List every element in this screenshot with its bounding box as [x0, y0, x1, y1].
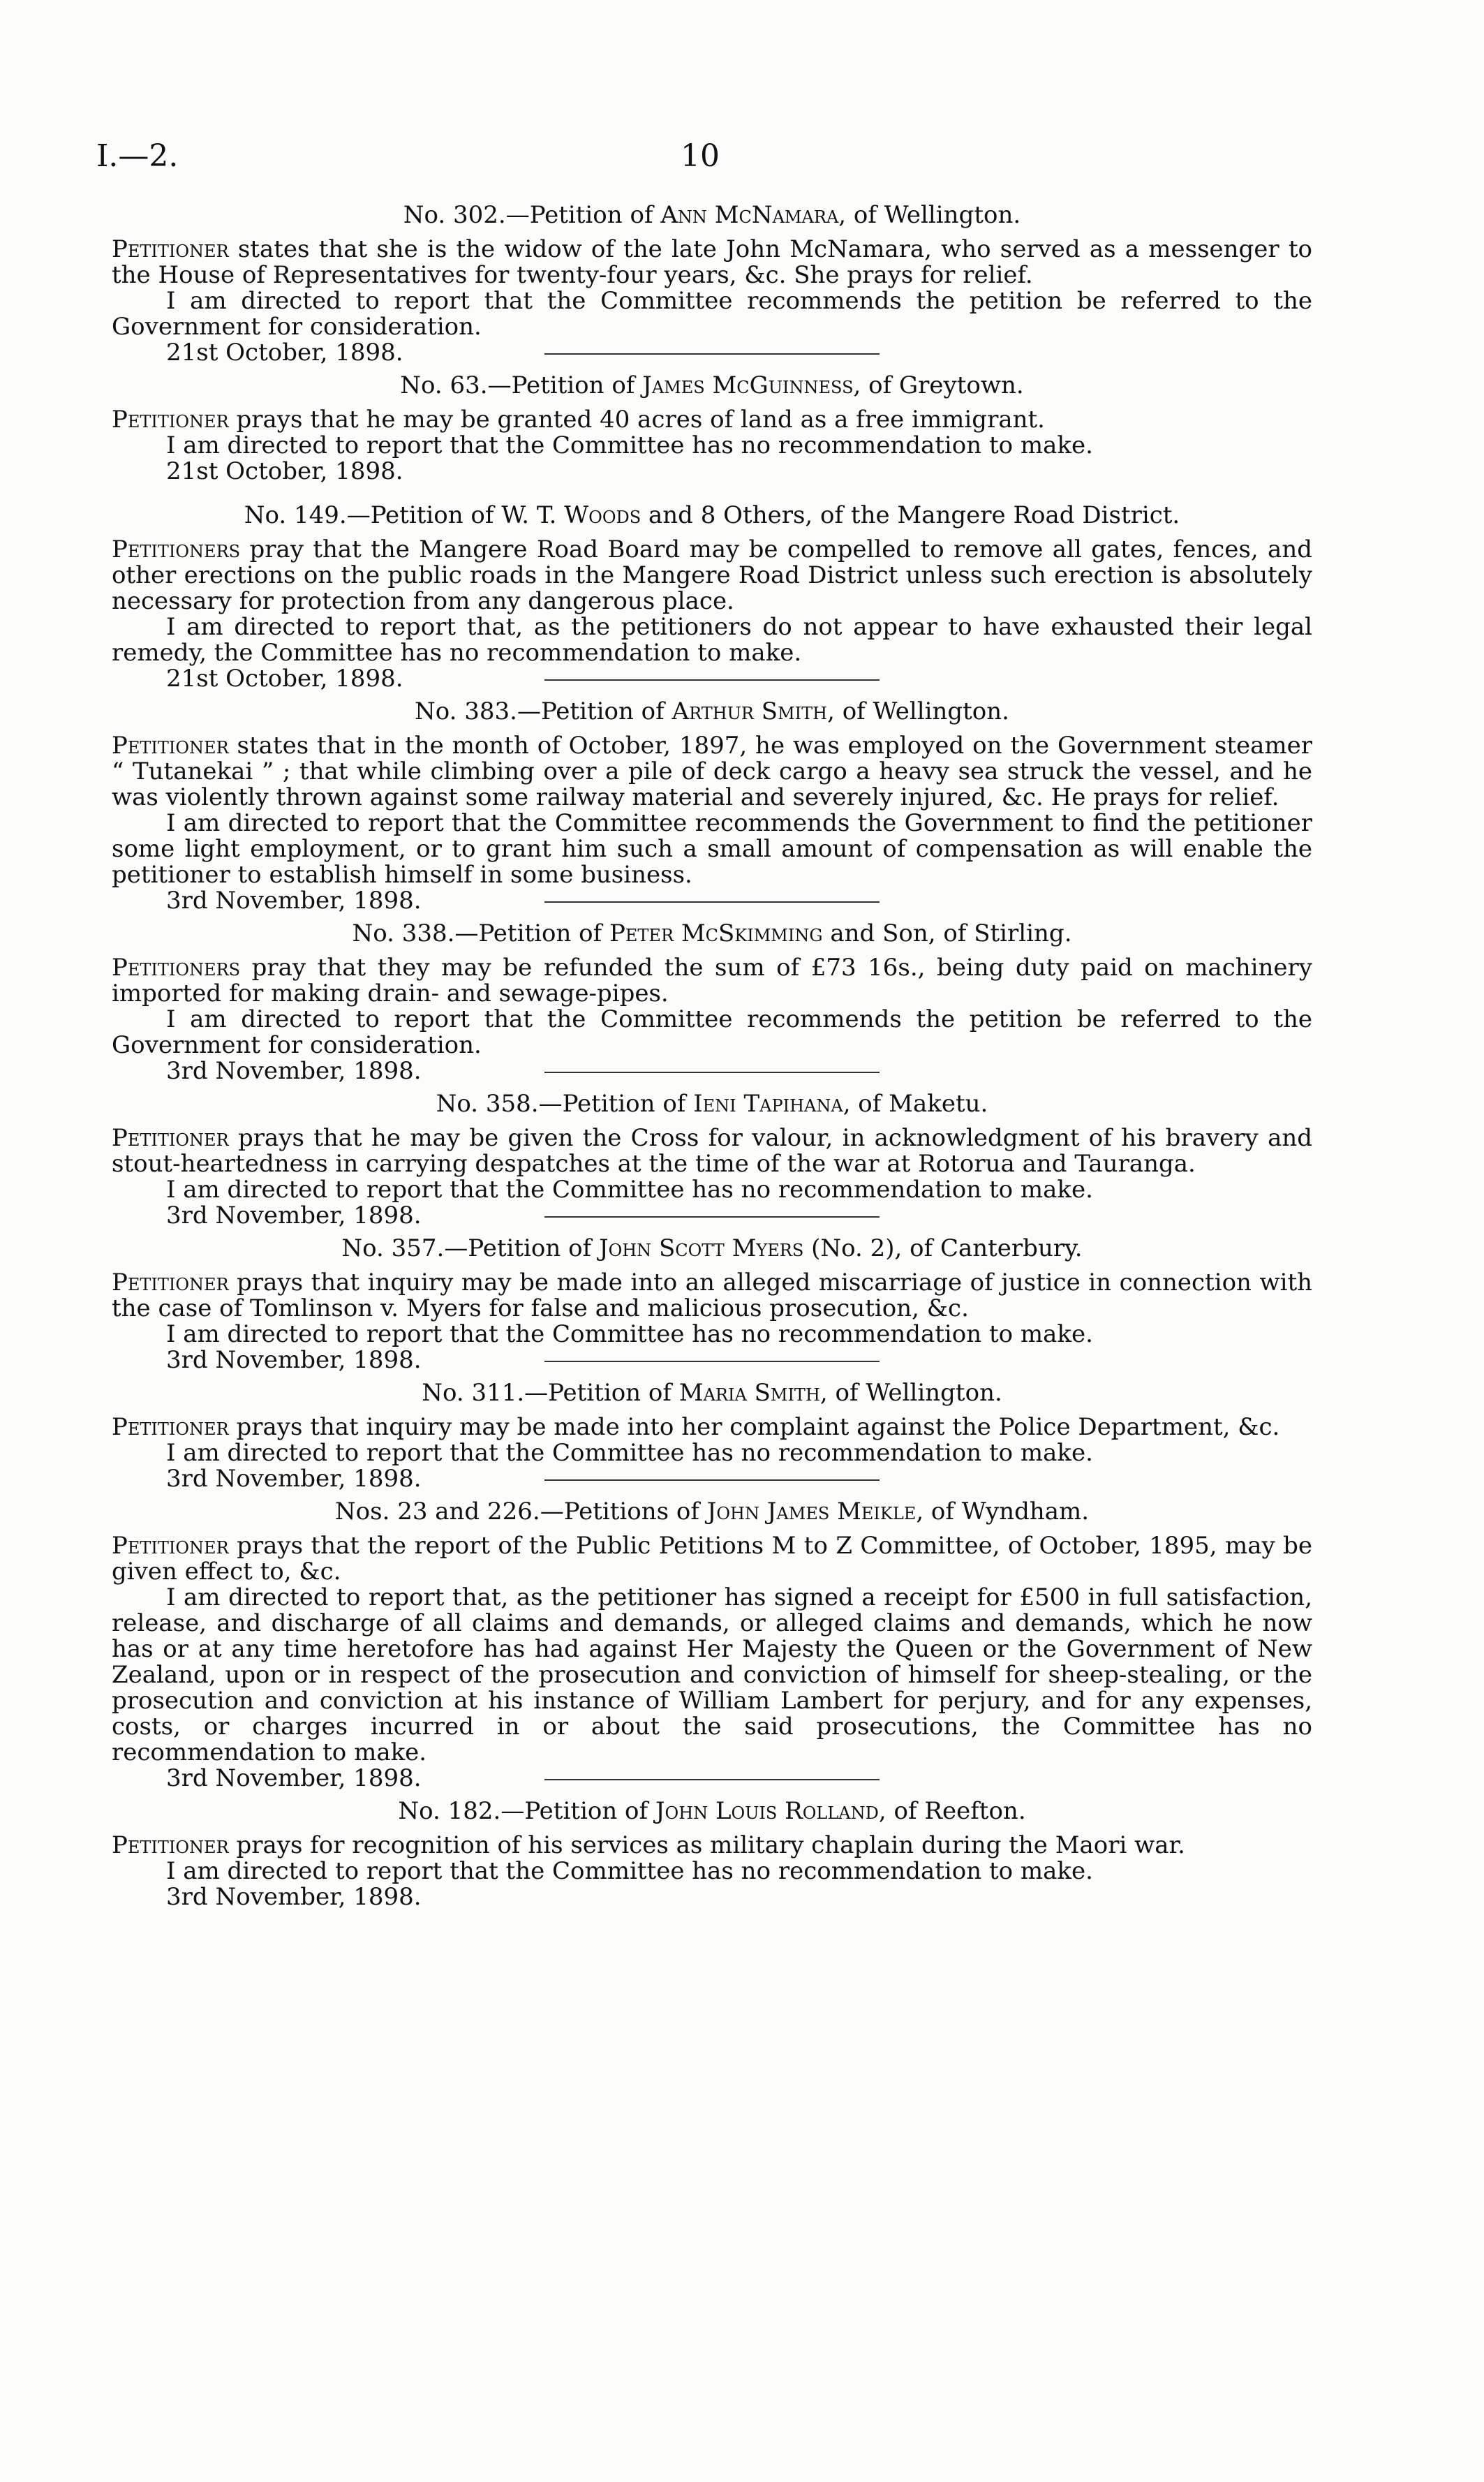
- petition-title: No. 149.—Petition of W. T. Woods and 8 Others, of the Mangere Road District.: [244, 501, 1180, 529]
- petition-entry: [112, 1498, 1312, 1792]
- petition-text: Petitioner prays that inquiry may be made into an alleged miscarriage of justice in connection with the case of Tomlinson v. Myers for false and malicious prosecution, &c.: [112, 1269, 1312, 1322]
- petition-text: Petitioner prays that he may be granted 40 acres of land as a free immigrant.: [112, 406, 1045, 434]
- separator-rule: [544, 353, 880, 355]
- petition-entry: [112, 201, 1312, 367]
- report-date: 3rd November, 1898.: [166, 1346, 422, 1374]
- petition-title: No. 311.—Petition of Maria Smith, of Wellington.: [422, 1379, 1002, 1407]
- committee-report: I am directed to report that the Committee has no recommendation to make.: [166, 1176, 1093, 1204]
- separator-rule: [544, 901, 880, 903]
- committee-report: I am directed to report that the Committee has no recommendation to make.: [166, 1439, 1093, 1467]
- paper-reference: I.—2.: [96, 138, 179, 174]
- petition-entry: [112, 1234, 1312, 1374]
- report-date: 3rd November, 1898.: [166, 1057, 422, 1085]
- separator-rule: [544, 1779, 880, 1780]
- petition-text: Petitioners pray that the Mangere Road Board may be compelled to remove all gates, fences, and other erections on the public roads in the Mangere Road District unless such erection is absolutely necessary for protection from any dangerous place.: [112, 535, 1312, 615]
- separator-rule: [544, 1216, 880, 1218]
- petition-title: No. 63.—Petition of James McGuinness, of Greytown.: [400, 371, 1024, 399]
- petition-text: Petitioner states that in the month of October, 1897, he was employed on the Government steamer “ Tutanekai ” ; that while climbing over a pile of deck cargo a heavy sea struck the vessel, and he was violently thrown against some railway material and severely injured, &c. He prays for relief.: [112, 732, 1312, 811]
- committee-report: I am directed to report that the Committee recommends the Government to find the petitioner some light employment, or to grant him such a small amount of compensation as will enable the petitioner to establish himself in some business.: [112, 809, 1312, 889]
- committee-report: I am directed to report that the Committee recommends the petition be referred to the Government for consideration.: [112, 287, 1312, 341]
- separator-rule: [544, 679, 880, 681]
- petition-title: No. 182.—Petition of John Louis Rolland, of Reefton.: [398, 1797, 1026, 1825]
- petition-text: Petitioner prays that he may be given the Cross for valour, in acknowledgment of his bravery and stout-heartedness in carrying despatches at the time of the war at Rotorua and Tauranga.: [112, 1124, 1312, 1178]
- petition-title: Nos. 23 and 226.—Petitions of John James Meikle, of Wyndham.: [334, 1498, 1090, 1526]
- petition-entry: [112, 1379, 1312, 1493]
- page-number: 10: [681, 138, 720, 174]
- petition-title: No. 383.—Petition of Arthur Smith, of Wellington.: [415, 697, 1009, 725]
- report-date: 3rd November, 1898.: [166, 1465, 422, 1493]
- petition-text: Petitioners pray that they may be refunded the sum of £73 16s., being duty paid on machinery imported for making drain- and sewage-pipes.: [112, 954, 1312, 1007]
- report-date: 21st October, 1898.: [166, 665, 403, 693]
- separator-rule: [544, 1479, 880, 1481]
- petition-entry: [112, 373, 1312, 503]
- petition-entry: [112, 697, 1312, 915]
- petition-entry: [112, 1798, 1312, 1910]
- committee-report: I am directed to report that the Committee has no recommendation to make.: [166, 1320, 1093, 1348]
- report-date: 21st October, 1898.: [166, 457, 403, 485]
- report-date: 21st October, 1898.: [166, 339, 403, 367]
- report-date: 3rd November, 1898.: [166, 887, 422, 915]
- petition-text: Petitioner prays that inquiry may be made into her complaint against the Police Department, &c.: [112, 1413, 1280, 1441]
- committee-report: I am directed to report that the Committee recommends the petition be referred to the Government for consideration.: [112, 1005, 1312, 1059]
- committee-report: I am directed to report that the Committee has no recommendation to make.: [166, 1857, 1093, 1885]
- petition-title: No. 358.—Petition of Ieni Tapihana, of Maketu.: [436, 1090, 988, 1118]
- petition-entry: [112, 919, 1312, 1085]
- petition-text: Petitioner prays that the report of the Public Petitions M to Z Committee, of October, 1895, may be given effect to, &c.: [112, 1532, 1312, 1586]
- petition-title: No. 302.—Petition of Ann McNamara, of Wellington.: [403, 201, 1021, 229]
- petitions-list: [112, 202, 1312, 1910]
- committee-report: I am directed to report that, as the petitioners do not appear to have exhausted their legal remedy, the Committee has no recommendation to make.: [112, 613, 1312, 667]
- report-date: 3rd November, 1898.: [166, 1764, 422, 1792]
- separator-rule: [544, 1072, 880, 1073]
- report-date: 3rd November, 1898.: [166, 1883, 422, 1911]
- separator-rule: [544, 1361, 880, 1362]
- petition-title: No. 338.—Petition of Peter McSkimming and Son, of Stirling.: [352, 919, 1072, 947]
- petition-text: Petitioner prays for recognition of his services as military chaplain during the Maori war.: [112, 1831, 1185, 1859]
- petition-title: No. 357.—Petition of John Scott Myers (No. 2), of Canterbury.: [341, 1234, 1083, 1262]
- petition-text: Petitioner states that she is the widow of the late John McNamara, who served as a messenger to the House of Representatives for twenty-four years, &c. She prays for relief.: [112, 235, 1312, 289]
- committee-report: I am directed to report that the Committee has no recommendation to make.: [166, 431, 1093, 459]
- petition-entry: [112, 1090, 1312, 1229]
- committee-report: I am directed to report that, as the petitioner has signed a receipt for £500 in full satisfaction, release, and discharge of all claims and demands, or alleged claims and demands, which he now has or at any time heretofore has had against Her Majesty the Queen or the Government of New Zealand, upon or in respect of the prosecution and conviction of himself for sheep-stealing, or the prosecution and conviction at his instance of William Lambert for perjury, and for any expenses, costs, or charges incurred in or about the said prosecutions, the Committee has no recommendation to make.: [112, 1583, 1312, 1766]
- report-date: 3rd November, 1898.: [166, 1202, 422, 1229]
- petition-entry: [112, 501, 1312, 693]
